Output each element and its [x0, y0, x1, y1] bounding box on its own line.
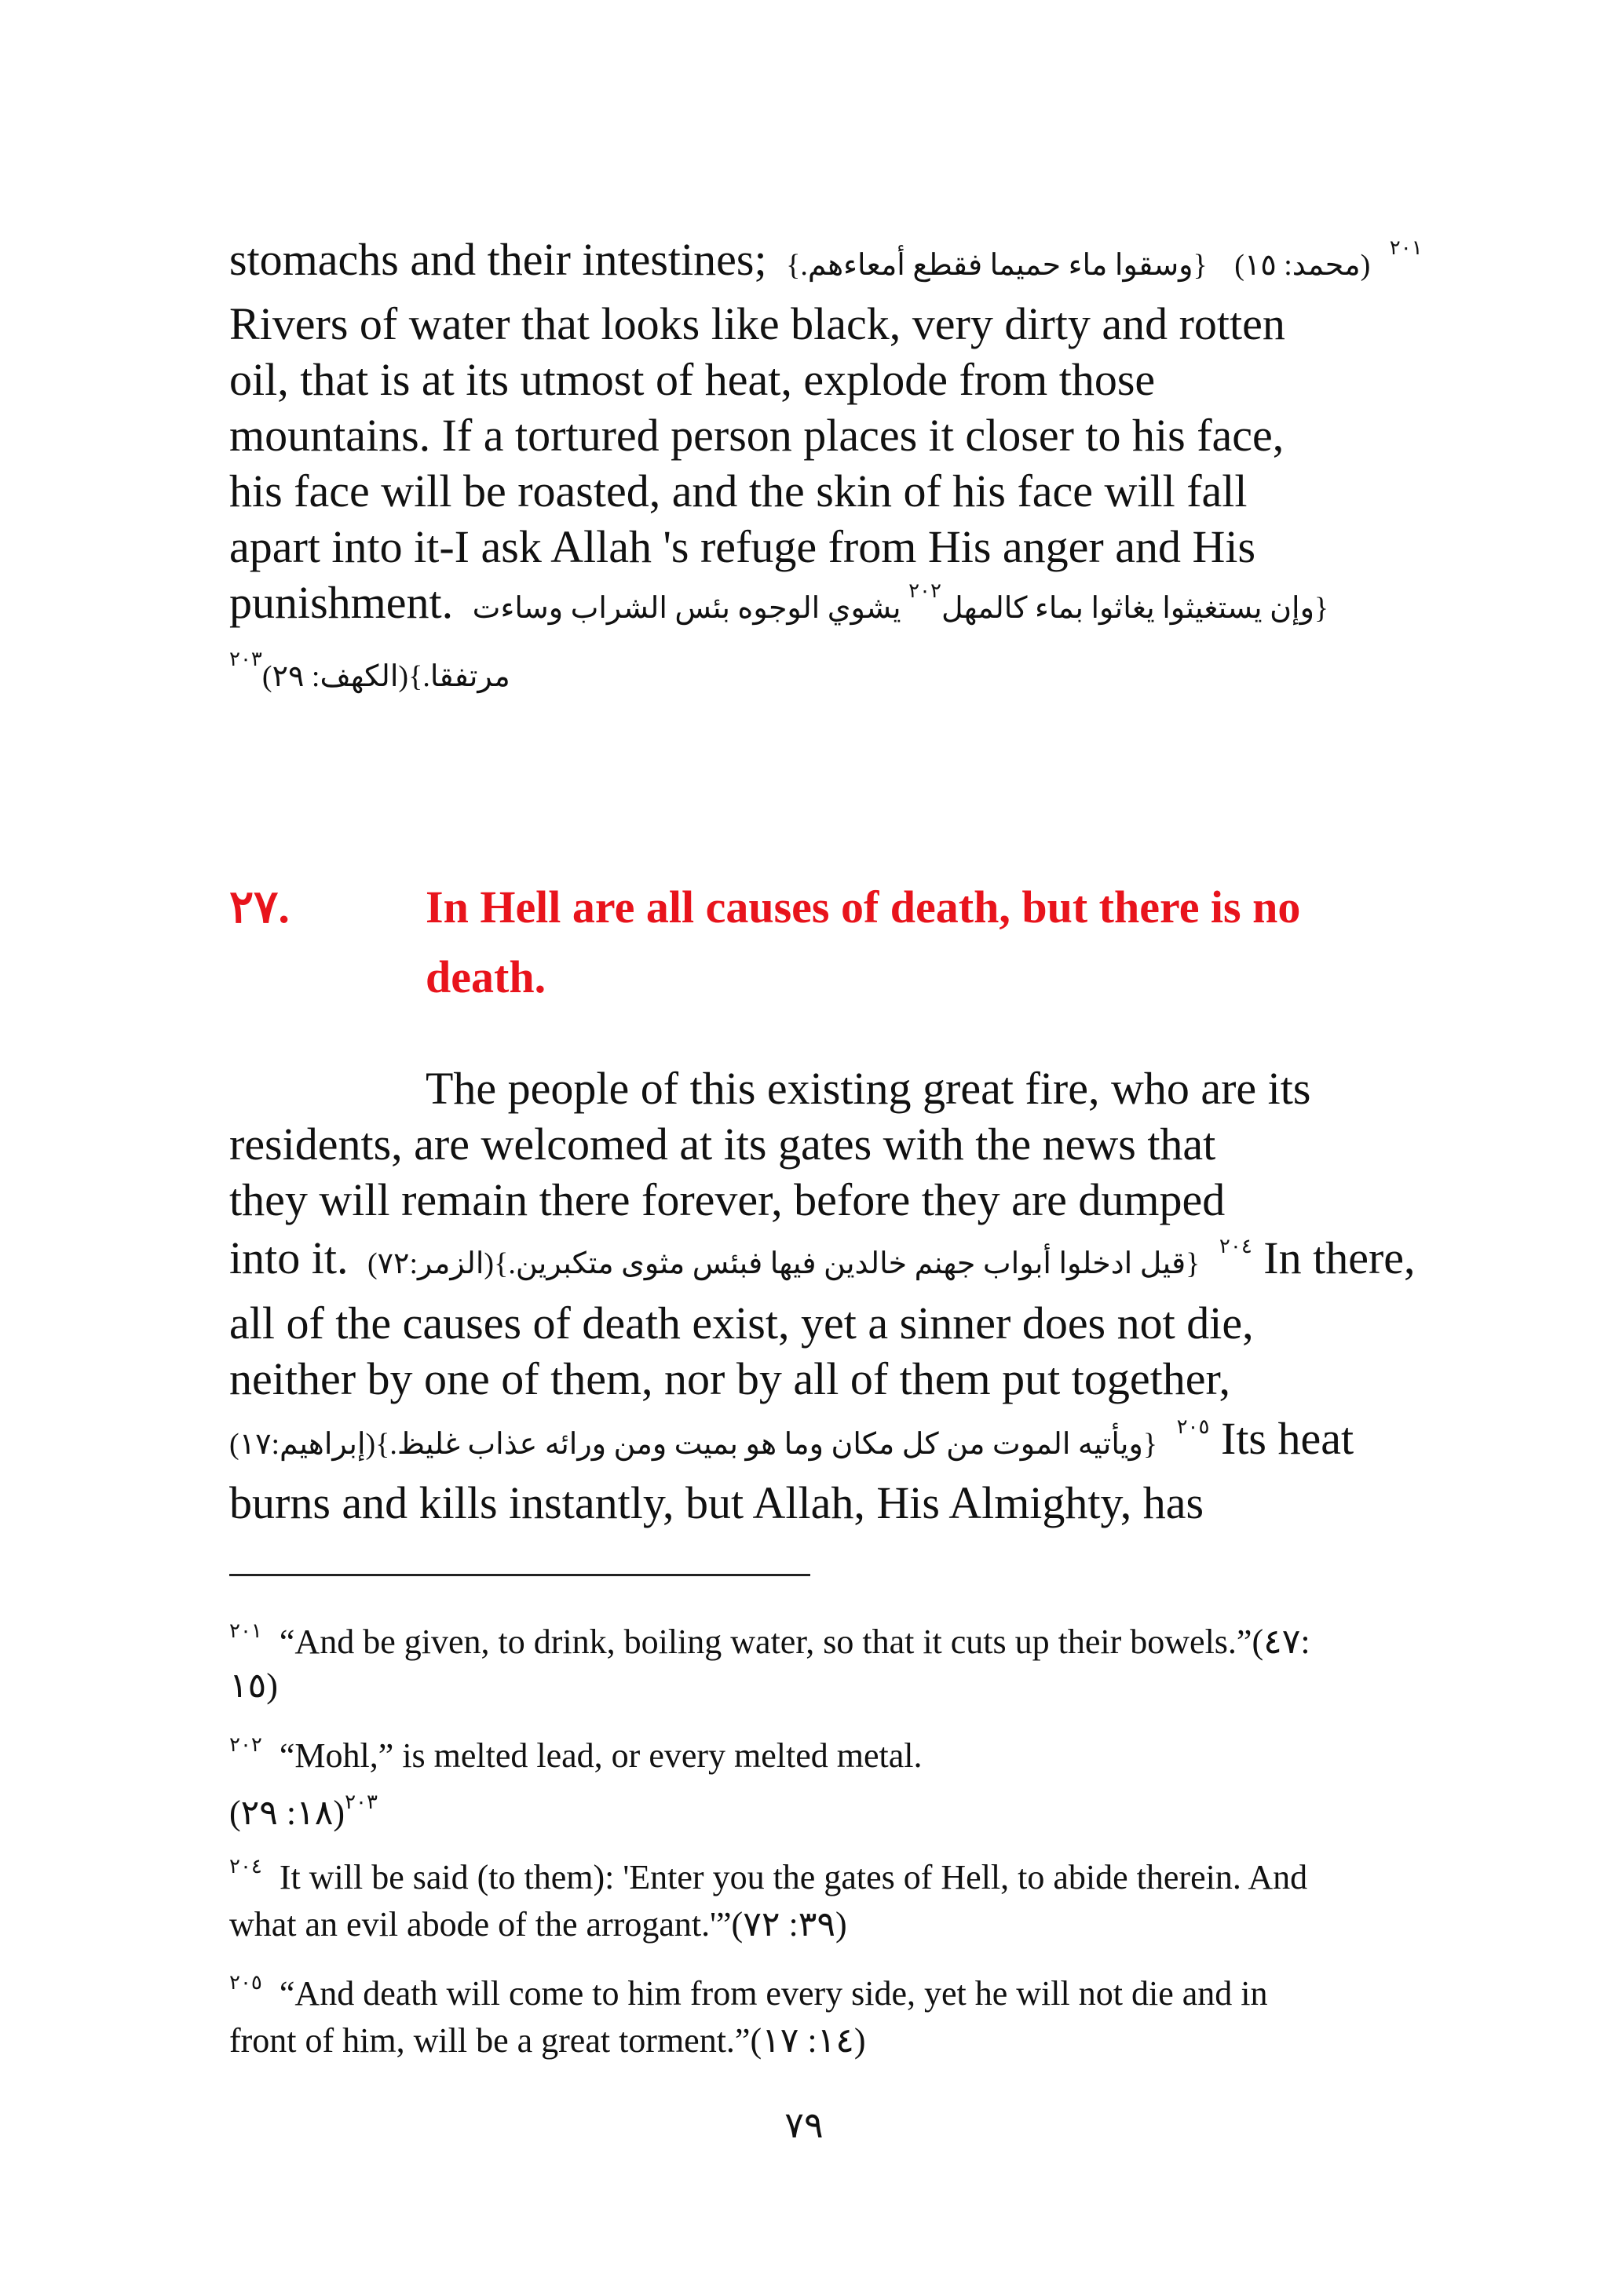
text-line: they will remain there forever, before they are dumped [229, 1174, 1226, 1225]
text-line [229, 1231, 1416, 1291]
footnote-203 [229, 1780, 395, 1835]
arabic-quote: {وسقوا ماء حميما فقطع أمعاءهم.} [786, 249, 1208, 282]
arabic-quote [229, 648, 510, 693]
footnote-205-cont: front of him, will be a great torment.”(١٤: ١٧) [229, 2021, 866, 2060]
text-line: Rivers of water that looks like black, very dirty and rotten [229, 298, 1285, 349]
footnote-ref[interactable]: ٢٠٤ [1219, 1235, 1252, 1258]
footnote-205 [229, 1961, 1267, 2016]
footnote-text: “Mohl,” is melted lead, or every melted metal. [279, 1736, 923, 1775]
arabic-segment: {وإن يستغيثوا يغاثوا بماء كالمهل [941, 592, 1329, 625]
footnote-separator [229, 1574, 810, 1576]
footnote-text: It will be said (to them): 'Enter you the gates of Hell, to abide therein. And [279, 1858, 1308, 1896]
footnote-number: ٢٠٣ [345, 1790, 378, 1813]
section-number: ٢٧. [229, 882, 290, 933]
text-span: Its heat [1221, 1413, 1354, 1464]
text-line [229, 232, 1423, 293]
section-heading-line: death. [426, 951, 546, 1002]
text-line: mountains. If a tortured person places it closer to his face, [229, 410, 1285, 461]
page-number: ٧٩ [784, 2105, 824, 2145]
text-span: into it. [229, 1232, 360, 1283]
arabic-quote [472, 579, 1329, 625]
footnote-number: ٢٠٤ [229, 1855, 262, 1878]
text-span: In there, [1263, 1232, 1416, 1283]
text-line [229, 644, 510, 704]
footnote-text: “And death will come to him from every side, yet he will not die and in [279, 1974, 1268, 2013]
footnote-ref[interactable]: ٢٠٣ [229, 648, 262, 670]
arabic-segment: مرتفقا.}(الكهف: ٢٩) [261, 660, 510, 693]
footnote-204 [229, 1845, 1307, 1900]
text-line: burns and kills instantly, but Allah, His Almighty, has [229, 1477, 1204, 1528]
footnote-number: ٢٠٢ [229, 1733, 262, 1756]
text-line: The people of this existing great fire, who are its [426, 1063, 1311, 1114]
footnote-text: “And be given, to drink, boiling water, so that it cuts up their bowels.”(٤٧: [279, 1623, 1310, 1661]
text-line: residents, are welcomed at its gates with the news that [229, 1119, 1216, 1170]
footnote-number: ٢٠٥ [229, 1971, 262, 1994]
footnote-ref[interactable]: ٢٠١ [1389, 236, 1423, 259]
footnote-204-cont: what an evil abode of the arrogant.'”(٣٩: ٧٢) [229, 1905, 847, 1944]
text-line: oil, that is at its utmost of heat, explode from those [229, 354, 1156, 405]
text-line [229, 575, 1336, 636]
footnote-text: (١٨: ٢٩) [229, 1794, 345, 1832]
footnote-number: ٢٠١ [229, 1619, 262, 1642]
footnote-ref[interactable]: ٢٠٢ [908, 579, 941, 602]
text-line: all of the causes of death exist, yet a sinner does not die, [229, 1298, 1254, 1349]
text-line [229, 1411, 1354, 1472]
text-line: apart into it-I ask Allah 's refuge from His anger and His [229, 521, 1256, 572]
arabic-quote: {قيل ادخلوا أبواب جهنم خالدين فيها فبئس مثوى متكبرين.}(الزمر:٧٢) [367, 1247, 1201, 1280]
footnote-201 [229, 1609, 1310, 1664]
text-line: neither by one of them, nor by all of them put together, [229, 1353, 1230, 1404]
quran-reference: (محمد: ١٥) [1234, 249, 1371, 282]
text-line: his face will be roasted, and the skin of his face will fall [229, 465, 1248, 517]
section-heading-line: In Hell are all causes of death, but there is no [426, 882, 1301, 933]
text-span: punishment. [229, 577, 465, 628]
footnote-202 [229, 1723, 923, 1778]
arabic-quote: {ويأتيه الموت من كل مكان وما هو بميت ومن ورائه عذاب غليظ.}(إبراهيم:١٧) [229, 1428, 1158, 1461]
text-span: stomachs and their intestines; [229, 234, 779, 285]
arabic-segment: يشوي الوجوه بئس الشراب وساءت [472, 592, 901, 625]
footnote-ref[interactable]: ٢٠٥ [1176, 1415, 1210, 1438]
footnote-201-cont: ١٥) [229, 1666, 278, 1705]
